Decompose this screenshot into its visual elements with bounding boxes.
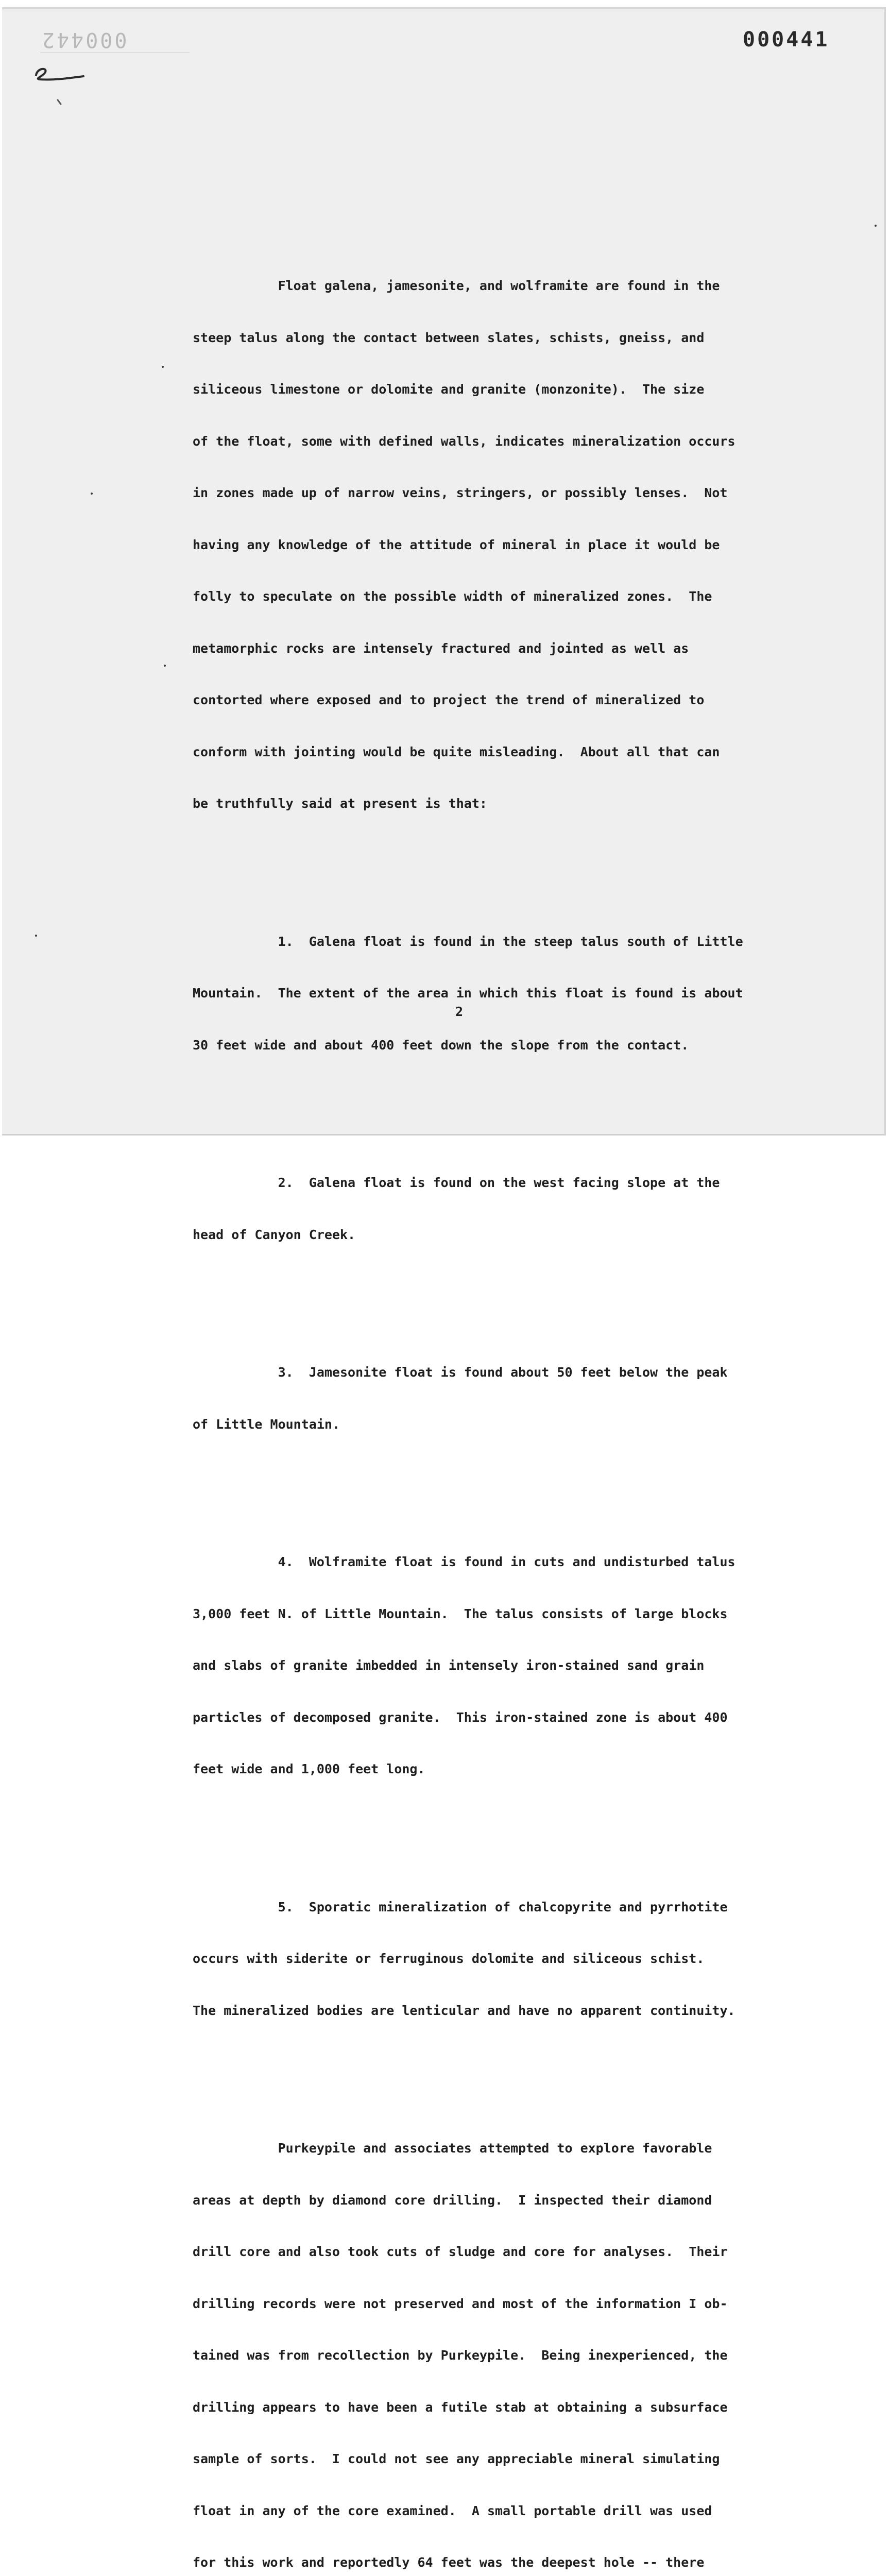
text-line: of Little Mountain. bbox=[193, 1416, 340, 1432]
paragraph-intro bbox=[193, 243, 811, 847]
speck-mark bbox=[875, 225, 877, 227]
list-item-1 bbox=[193, 899, 811, 1089]
text-line: 2. Galena float is found on the west facing slope at the bbox=[193, 1175, 720, 1190]
text-line: for this work and reportedly 64 feet was the deepest hole -- there bbox=[193, 2555, 705, 2570]
text-line: drill core and also took cuts of sludge and core for analyses. Their bbox=[193, 2244, 728, 2259]
document-number-stamp: 000441 bbox=[743, 28, 830, 52]
text-line: steep talus along the contact between slates, schists, gneiss, and bbox=[193, 330, 705, 345]
list-item-4 bbox=[193, 1519, 811, 1812]
text-line: The mineralized bodies are lenticular and have no apparent continuity. bbox=[193, 2003, 735, 2018]
text-line: metamorphic rocks are intensely fractured and jointed as well as bbox=[193, 640, 689, 656]
text-line: Float galena, jamesonite, and wolframite are found in the bbox=[193, 278, 720, 293]
text-line: be truthfully said at present is that: bbox=[193, 796, 487, 811]
text-line: head of Canyon Creek. bbox=[193, 1227, 356, 1242]
sheet-top-edge bbox=[2, 7, 884, 9]
text-line: particles of decomposed granite. This iron-stained zone is about 400 bbox=[193, 1709, 728, 1725]
text-line: 3. Jamesonite float is found about 50 feet below the peak bbox=[193, 1365, 728, 1380]
text-line: drilling records were not preserved and most of the information I ob- bbox=[193, 2296, 728, 2311]
text-line: folly to speculate on the possible width of mineralized zones. The bbox=[193, 589, 712, 604]
text-line: of the float, some with defined walls, indicates mineralization occurs bbox=[193, 433, 735, 449]
text-line: 30 feet wide and about 400 feet down the slope from the contact. bbox=[193, 1037, 689, 1053]
page-number: 2 bbox=[455, 1004, 464, 1019]
text-line: Mountain. The extent of the area in which this float is found is about bbox=[193, 986, 743, 1001]
text-line: occurs with siderite or ferruginous dolomite and siliceous schist. bbox=[193, 1951, 705, 1966]
speck-mark bbox=[91, 493, 93, 495]
list-item-5 bbox=[193, 1864, 811, 2054]
list-item-3 bbox=[193, 1329, 811, 1467]
text-line: sample of sorts. I could not see any appreciable mineral simulating bbox=[193, 2451, 720, 2466]
text-line: in zones made up of narrow veins, stringers, or possibly lenses. Not bbox=[193, 485, 728, 500]
paper-sheet bbox=[2, 7, 886, 2570]
speck-mark bbox=[164, 665, 166, 667]
text-line: drilling appears to have been a futile stab at obtaining a subsurface bbox=[193, 2399, 728, 2415]
text-line: tained was from recollection by Purkeypile. Being inexperienced, the bbox=[193, 2348, 728, 2363]
bleed-through-stamp: 000442 bbox=[40, 28, 127, 52]
body-text bbox=[193, 208, 811, 2576]
text-line: feet wide and 1,000 feet long. bbox=[193, 1761, 425, 1776]
text-line: Purkeypile and associates attempted to explore favorable bbox=[193, 2141, 712, 2156]
text-line: having any knowledge of the attitude of mineral in place it would be bbox=[193, 537, 720, 552]
text-line: areas at depth by diamond core drilling. I inspected their diamond bbox=[193, 2192, 712, 2208]
text-line: 4. Wolframite float is found in cuts and undisturbed talus bbox=[193, 1554, 735, 1569]
speck-mark bbox=[35, 935, 37, 937]
handwritten-mark bbox=[32, 61, 89, 112]
paragraph-drilling bbox=[193, 2105, 811, 2576]
text-line: 1. Galena float is found in the steep talus south of Little bbox=[193, 934, 743, 949]
text-line: siliceous limestone or dolomite and granite (monzonite). The size bbox=[193, 382, 705, 397]
text-line: 5. Sporatic mineralization of chalcopyrite and pyrrhotite bbox=[193, 1899, 728, 1914]
text-line: 3,000 feet N. of Little Mountain. The talus consists of large blocks bbox=[193, 1606, 728, 1621]
text-line: float in any of the core examined. A small portable drill was used bbox=[193, 2503, 712, 2518]
text-line: and slabs of granite imbedded in intensely iron-stained sand grain bbox=[193, 1658, 705, 1673]
text-line: conform with jointing would be quite misleading. About all that can bbox=[193, 744, 720, 759]
speck-mark bbox=[162, 366, 164, 368]
list-item-2 bbox=[193, 1140, 811, 1278]
text-line: contorted where exposed and to project the trend of mineralized to bbox=[193, 692, 705, 707]
